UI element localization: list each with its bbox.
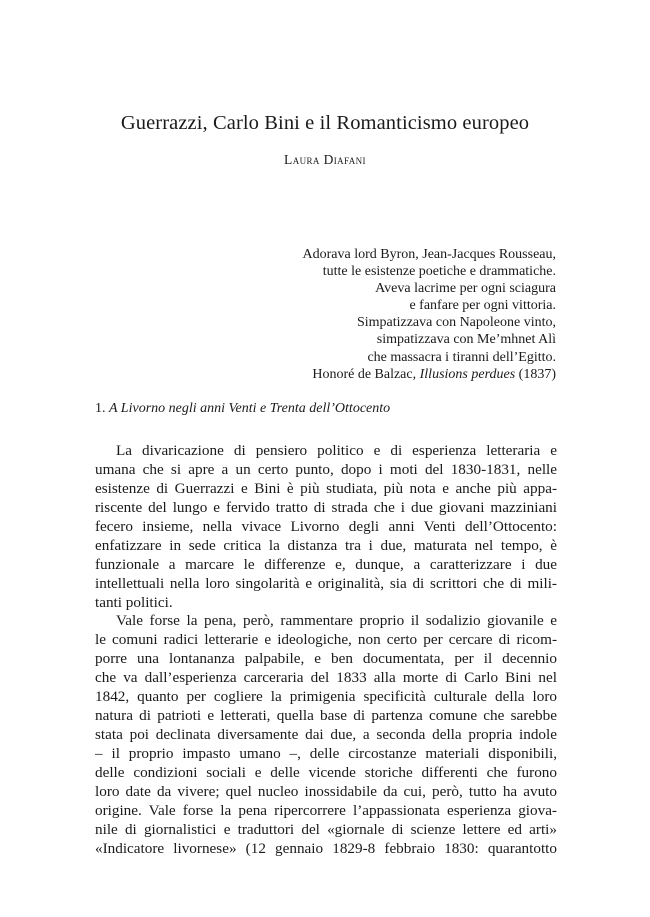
body-line: origine. Vale forse la pena ripercorrere l’appassionata esperienza giova- bbox=[95, 801, 557, 819]
body-line: natura di patrioti e letterati, quella base di partenza comune che sarebbe bbox=[95, 707, 557, 725]
body-line: – il proprio impasto umano –, delle circostanze materiali disponibili, bbox=[95, 745, 557, 762]
article-author: Laura Diafani bbox=[284, 152, 366, 167]
epigraph-line: tutte le esistenze poetiche e drammatiche. bbox=[322, 264, 556, 280]
epigraph bbox=[303, 246, 557, 383]
body-line: stata poi declinata diversamente dai due, a seconda della propria indole bbox=[95, 726, 557, 744]
attribution-year: (1837) bbox=[518, 366, 556, 382]
body-line: fecero insieme, nella vivace Livorno degli anni Venti dell’Ottocento: bbox=[95, 517, 557, 535]
body-line: enfatizzare in sede critica la distanza tra i due, maturata nel tempo, è bbox=[95, 536, 557, 554]
epigraph-line: Adorava lord Byron, Jean-Jacques Rousseau, bbox=[302, 247, 556, 262]
body-line: loro date da vivere; quel nucleo inossidabile da cui, però, tutto ha avuto bbox=[95, 782, 557, 800]
body-line: porre una lontananza palpabile, e ben documentata, per il decennio bbox=[95, 650, 557, 668]
article-title: Guerrazzi, Carlo Bini e il Romanticismo europeo bbox=[120, 112, 530, 134]
epigraph-line: Simpatizzava con Napoleone vinto, bbox=[356, 315, 556, 331]
body-line: funzionale a marcare le differenze e, dunque, a caratterizzare i due bbox=[95, 555, 557, 573]
epigraph-line: simpatizzava con Me’mhnet Alì bbox=[376, 332, 556, 348]
epigraph-line: che massacra i tiranni dell’Egitto. bbox=[367, 349, 556, 365]
body-line: «Indicatore livornese» (12 gennaio 1829-8 febbraio 1830: quarantotto bbox=[95, 839, 557, 857]
body-line: tanti politici. bbox=[95, 593, 173, 611]
body-line: La divaricazione di pensiero politico e di esperienza letteraria e bbox=[116, 442, 557, 459]
section-title: A Livorno negli anni Venti e Trenta dell’Ottocento bbox=[109, 401, 391, 416]
epigraph-line: Aveva lacrime per ogni sciagura bbox=[375, 281, 556, 297]
body-line: Vale forse la pena, però, rammentare proprio il sodalizio giovanile e bbox=[116, 612, 557, 630]
attribution-author: Honoré de Balzac, bbox=[312, 366, 417, 382]
body-text bbox=[95, 442, 557, 859]
body-line: nile di giornalistici e traduttori del «giornale di scienze lettere ed arti» bbox=[95, 820, 557, 838]
body-line: intellettuali nella loro singolarità e originalità, sia di scrittori che di mili- bbox=[95, 574, 557, 592]
body-line: esistenze di Guerrazzi e Bini è più studiata, più nota e anche più appa- bbox=[95, 479, 557, 497]
epigraph-attribution bbox=[303, 366, 557, 383]
epigraph-line: e fanfare per ogni vittoria. bbox=[409, 298, 556, 314]
body-line: le comuni radici letterarie e ideologiche, non certo per cercare di ricom- bbox=[95, 631, 557, 649]
attribution-work: Illusions perdues bbox=[419, 366, 516, 382]
body-line: umana che si apre a un certo punto, dopo i moti del 1830-1831, nelle bbox=[95, 460, 557, 478]
body-line: 1842, quanto per cogliere la primigenia specificità culturale della loro bbox=[95, 688, 557, 706]
body-line: delle condizioni sociali e delle vicende storiche differenti che furono bbox=[95, 763, 557, 781]
body-line: che va dall’esperienza carceraria del 1833 alla morte di Carlo Bini nel bbox=[95, 669, 557, 687]
section-number: 1. bbox=[95, 401, 106, 416]
body-line: riscente del lungo e fervido tratto di strada che i due giovani mazziniani bbox=[95, 498, 557, 516]
section-heading bbox=[95, 401, 390, 417]
